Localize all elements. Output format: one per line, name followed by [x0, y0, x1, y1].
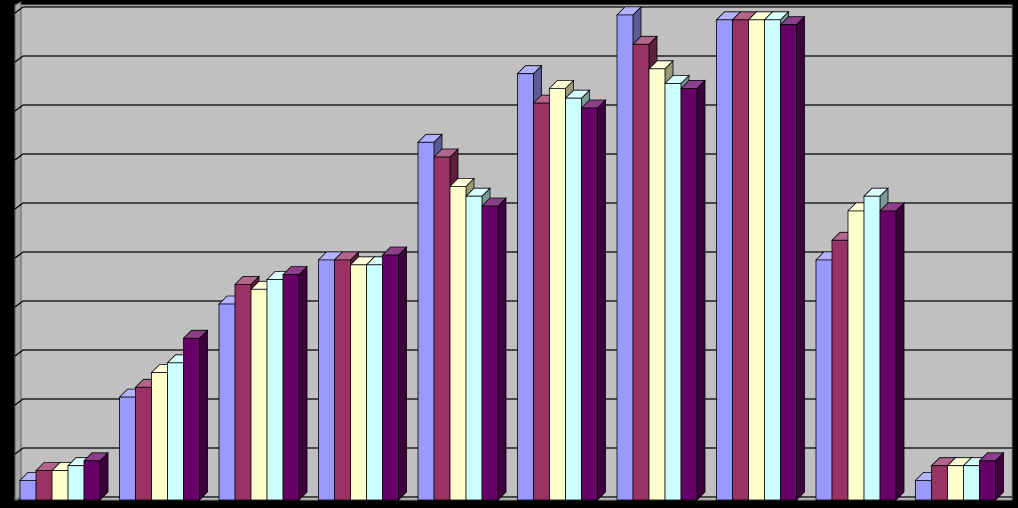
bar-s2-c8 [848, 211, 864, 500]
bar-s0-c8 [816, 260, 832, 500]
bar-s1-c7 [733, 20, 749, 500]
bar-s0-c3 [319, 260, 335, 500]
bar-s4-c6 [681, 88, 697, 500]
bar-s4-c4 [482, 206, 498, 500]
bar-s1-c3 [335, 260, 351, 500]
bar-s2-c2 [251, 289, 267, 500]
bar-s0-c9 [916, 480, 932, 500]
bar-s2-c6 [649, 69, 665, 500]
bar-s0-c2 [219, 304, 235, 500]
bar-s3-c0 [68, 466, 84, 500]
bar-side-s4-c2 [299, 267, 307, 500]
bar-s3-c2 [267, 280, 283, 501]
bar-s2-c4 [450, 186, 466, 500]
bar-side-s4-c8 [896, 203, 904, 500]
bar-side-s4-c7 [797, 17, 805, 500]
bar-s3-c4 [466, 196, 482, 500]
bar-s4-c9 [980, 461, 996, 500]
bar-s3-c6 [665, 84, 681, 501]
bar-s4-c5 [582, 108, 598, 500]
bar-side-s4-c3 [399, 247, 407, 500]
bar-side-s4-c1 [200, 330, 208, 500]
bar-s3-c9 [964, 466, 980, 500]
bar-s3-c8 [864, 196, 880, 500]
bar-s0-c4 [418, 142, 434, 500]
bar-s3-c7 [765, 20, 781, 500]
bar-s4-c2 [283, 275, 299, 500]
bar-s2-c1 [152, 373, 168, 500]
bar-s1-c8 [832, 240, 848, 500]
bar-s4-c3 [383, 255, 399, 500]
bar-s0-c5 [518, 74, 534, 500]
bar-s3-c3 [367, 265, 383, 500]
bar-side-s4-c4 [498, 198, 506, 500]
bar-s0-c0 [20, 480, 36, 500]
bar-s1-c5 [534, 103, 550, 500]
bar-s1-c9 [932, 466, 948, 500]
bar-s3-c5 [566, 98, 582, 500]
bar-s0-c1 [120, 397, 136, 500]
bar-s1-c2 [235, 284, 251, 500]
bar-s0-c7 [717, 20, 733, 500]
bar-side-s4-c5 [598, 100, 606, 500]
bar-s0-c6 [617, 15, 633, 500]
bar-s1-c4 [434, 157, 450, 500]
bar-s2-c9 [948, 466, 964, 500]
bar-s2-c5 [550, 88, 566, 500]
bar-s1-c6 [633, 44, 649, 500]
bar-s4-c1 [184, 338, 200, 500]
bar-s1-c0 [36, 471, 52, 500]
bar-s4-c8 [880, 211, 896, 500]
bar-s2-c7 [749, 20, 765, 500]
bar-s1-c1 [136, 387, 152, 500]
bar-s4-c0 [84, 461, 100, 500]
bar-s4-c7 [781, 25, 797, 500]
bar-s2-c3 [351, 265, 367, 500]
bar-s3-c1 [168, 363, 184, 500]
bar-side-s4-c6 [697, 80, 705, 500]
plot-wall-side [15, 2, 21, 500]
bar-s2-c0 [52, 471, 68, 500]
